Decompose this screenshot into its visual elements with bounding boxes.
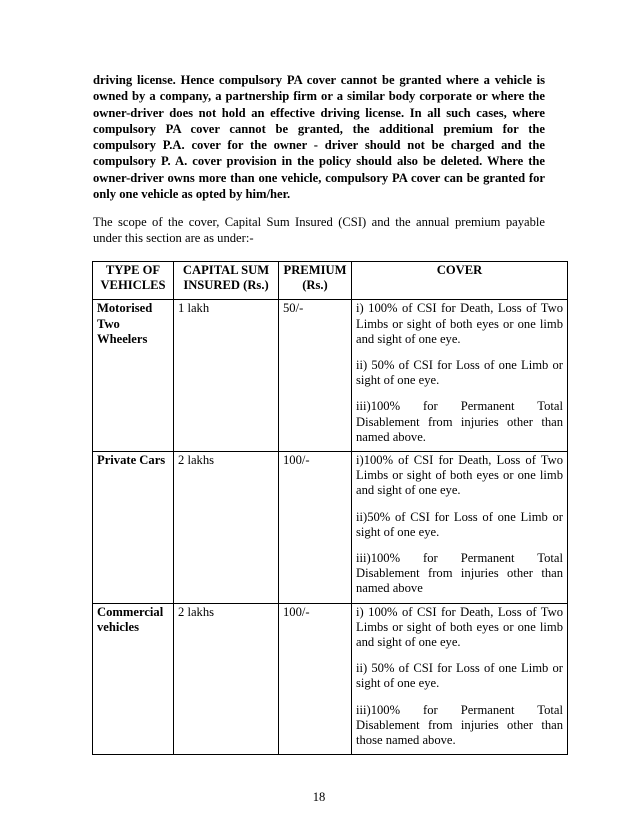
header-type-of-vehicles: TYPE OF VEHICLES — [93, 262, 174, 300]
compulsory-pa-paragraph: driving license. Hence compulsory PA cover cannot be granted where a vehicle is owned by a company, a partnership firm or a similar body corporate or where the owner-driver does not hold an effective driving license. In all such cases, where compulsory PA cover cannot be granted, the additional premium for the compulsory P.A. cover for the owner - driver should not be charged and the compulsory P. A. cover provision in the policy should also be deleted. Where the owner-driver owns more than one vehicle, compulsory PA cover can be granted for only one vehicle as opted by him/her. — [93, 73, 545, 202]
cover-item: iii)100% for Permanent Total Disablement from injuries other than named above. — [356, 399, 563, 444]
cover-item: i) 100% of CSI for Death, Loss of Two Limbs or sight of both eyes or one limb and sight of one eye. — [356, 604, 563, 650]
header-capital-sum-insured: CAPITAL SUM INSURED (Rs.) — [174, 262, 279, 300]
table-header-row — [93, 262, 568, 300]
table-row — [93, 603, 568, 755]
header-premium: PREMIUM (Rs.) — [279, 262, 352, 300]
cover-item: iii)100% for Permanent Total Disablement from injuries other than those named above. — [356, 702, 563, 748]
scope-intro-paragraph: The scope of the cover, Capital Sum Insured (CSI) and the annual premium payable under this section are as under:- — [93, 215, 545, 246]
capital-cell: 1 lakh — [174, 300, 279, 452]
cover-cell — [352, 300, 568, 452]
vehicle-cell: Motorised Two Wheelers — [93, 300, 174, 452]
cover-item: i) 100% of CSI for Death, Loss of Two Limbs or sight of both eyes or one limb and sight of one eye. — [356, 301, 563, 346]
cover-item: ii) 50% of CSI for Loss of one Limb or sight of one eye. — [356, 661, 563, 691]
header-cover: COVER — [352, 262, 568, 300]
pa-cover-table — [92, 261, 568, 755]
cover-item: i)100% of CSI for Death, Loss of Two Limbs or sight of both eyes or one limb and sight of one eye. — [356, 453, 563, 498]
table-row — [93, 300, 568, 452]
capital-cell: 2 lakhs — [174, 452, 279, 604]
vehicle-cell: Commercial vehicles — [93, 603, 174, 755]
page-number: 18 — [312, 790, 326, 804]
cover-item: iii)100% for Permanent Total Disablement from injuries other than named above — [356, 551, 563, 596]
table-row — [93, 452, 568, 604]
premium-cell: 100/- — [279, 452, 352, 604]
premium-cell: 50/- — [279, 300, 352, 452]
capital-cell: 2 lakhs — [174, 603, 279, 755]
cover-cell — [352, 452, 568, 604]
cover-item: ii) 50% of CSI for Loss of one Limb or sight of one eye. — [356, 358, 563, 388]
cover-cell — [352, 603, 568, 755]
premium-cell: 100/- — [279, 603, 352, 755]
vehicle-cell: Private Cars — [93, 452, 174, 604]
cover-item: ii)50% of CSI for Loss of one Limb or sight of one eye. — [356, 509, 563, 539]
